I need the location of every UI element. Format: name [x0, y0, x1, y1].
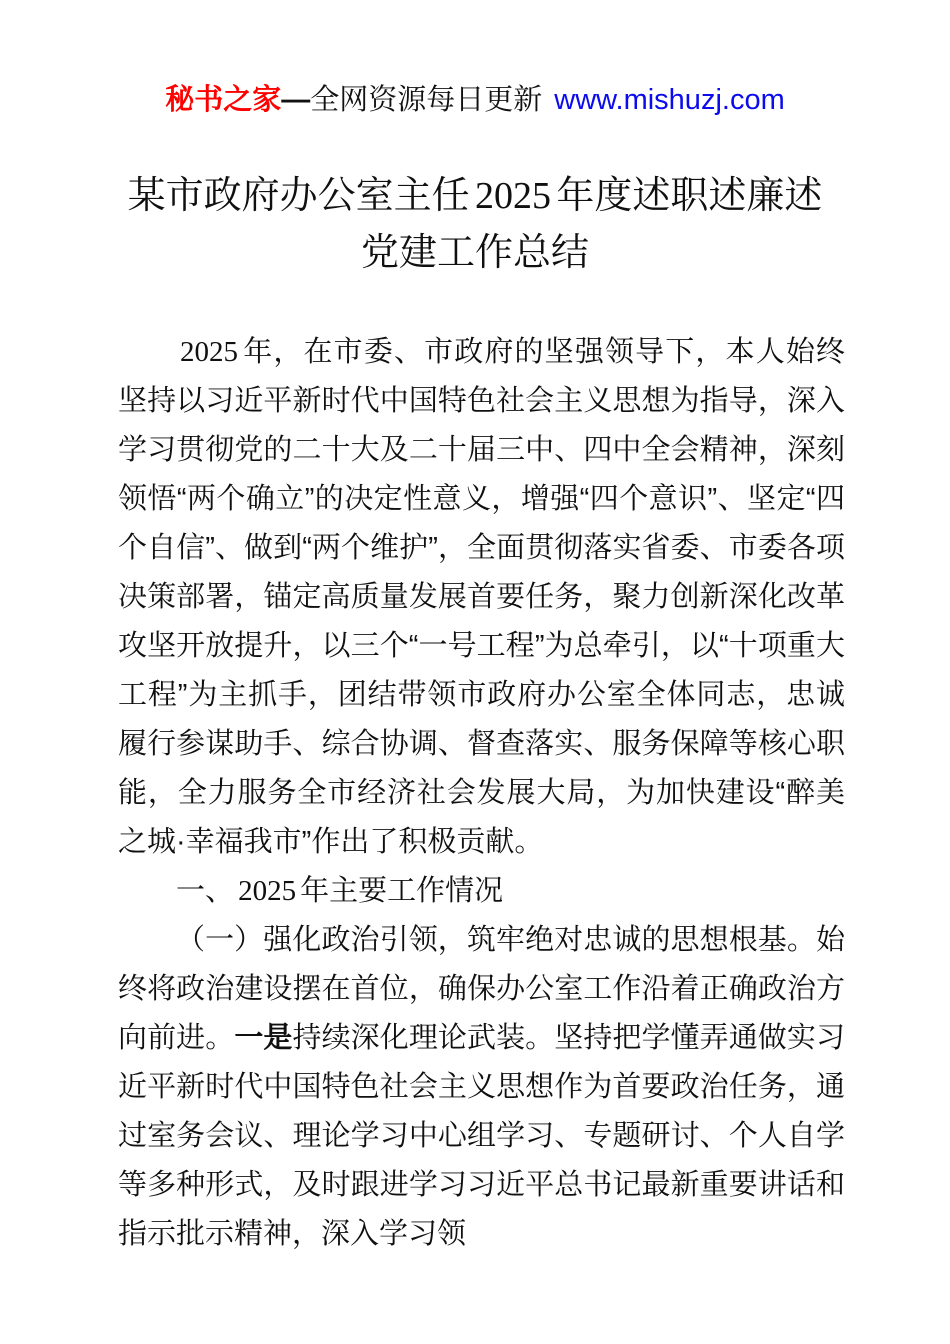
section-heading: [118, 867, 845, 916]
intro-year: 2025: [180, 336, 239, 368]
title-year: 2025: [475, 175, 551, 217]
section-one-text: （一）强化政治引领，筑牢绝对忠诚的思想根基。始终将政治建设摆在首位，确保办公室工作沿着正确政治方向前进。: [118, 924, 845, 1054]
title-text-pre: 某市政府办公室主任: [127, 175, 470, 217]
paragraph-intro: [118, 328, 845, 867]
document-title-line1: [90, 168, 860, 225]
heading-year: 2025: [238, 875, 297, 907]
document-body: [118, 328, 845, 1259]
document-title: [90, 168, 860, 282]
site-url-link[interactable]: www.mishuzj.com: [554, 84, 785, 116]
site-brand: 秘书之家: [165, 84, 282, 116]
title-text-post: 年度述职述廉述: [556, 175, 823, 217]
site-header: [0, 0, 950, 118]
section-one-text-cont: 持续深化理论武装。坚持把学懂弄通做实习近平新时代中国特色社会主义思想作为首要政治任务，通过室务会议、理论学习中心组学习、专题研讨、个人自学等多种形式，及时跟进学习习近平总书记最新重要讲话和指示批示精神，深入学习领: [118, 1022, 845, 1250]
section-one-bold-lead: 一是: [234, 1022, 293, 1054]
paragraph-section-one: [118, 916, 845, 1259]
intro-text: 年，在市委、市政府的坚强领导下，本人始终坚持以习近平新时代中国特色社会主义思想为指导，深入学习贯彻党的二十大及二十届三中、四中全会精神，深刻领悟“两个确立”的决定性意义，增强“四个意识”、坚定“四个自信”、做到“两个维护”，全面贯彻落实省委、市委各项决策部署，锚定高质量发展首要任务，聚力创新深化改革攻坚开放提升，以三个“一号工程”为总牵引，以“十项重大工程”为主抓手，团结带领市政府办公室全体同志，忠诚履行参谋助手、综合协调、督查落实、服务保障等核心职能，全力服务全市经济社会发展大局，为加快建设“醉美之城·幸福我市”作出了积极贡献。: [118, 336, 845, 858]
heading-ordinal: 一、: [176, 875, 235, 907]
header-dash: —: [281, 84, 311, 116]
site-tagline: 全网资源每日更新: [310, 84, 543, 116]
heading-text: 年主要工作情况: [300, 875, 504, 907]
document-title-line2: 党建工作总结: [360, 232, 589, 274]
